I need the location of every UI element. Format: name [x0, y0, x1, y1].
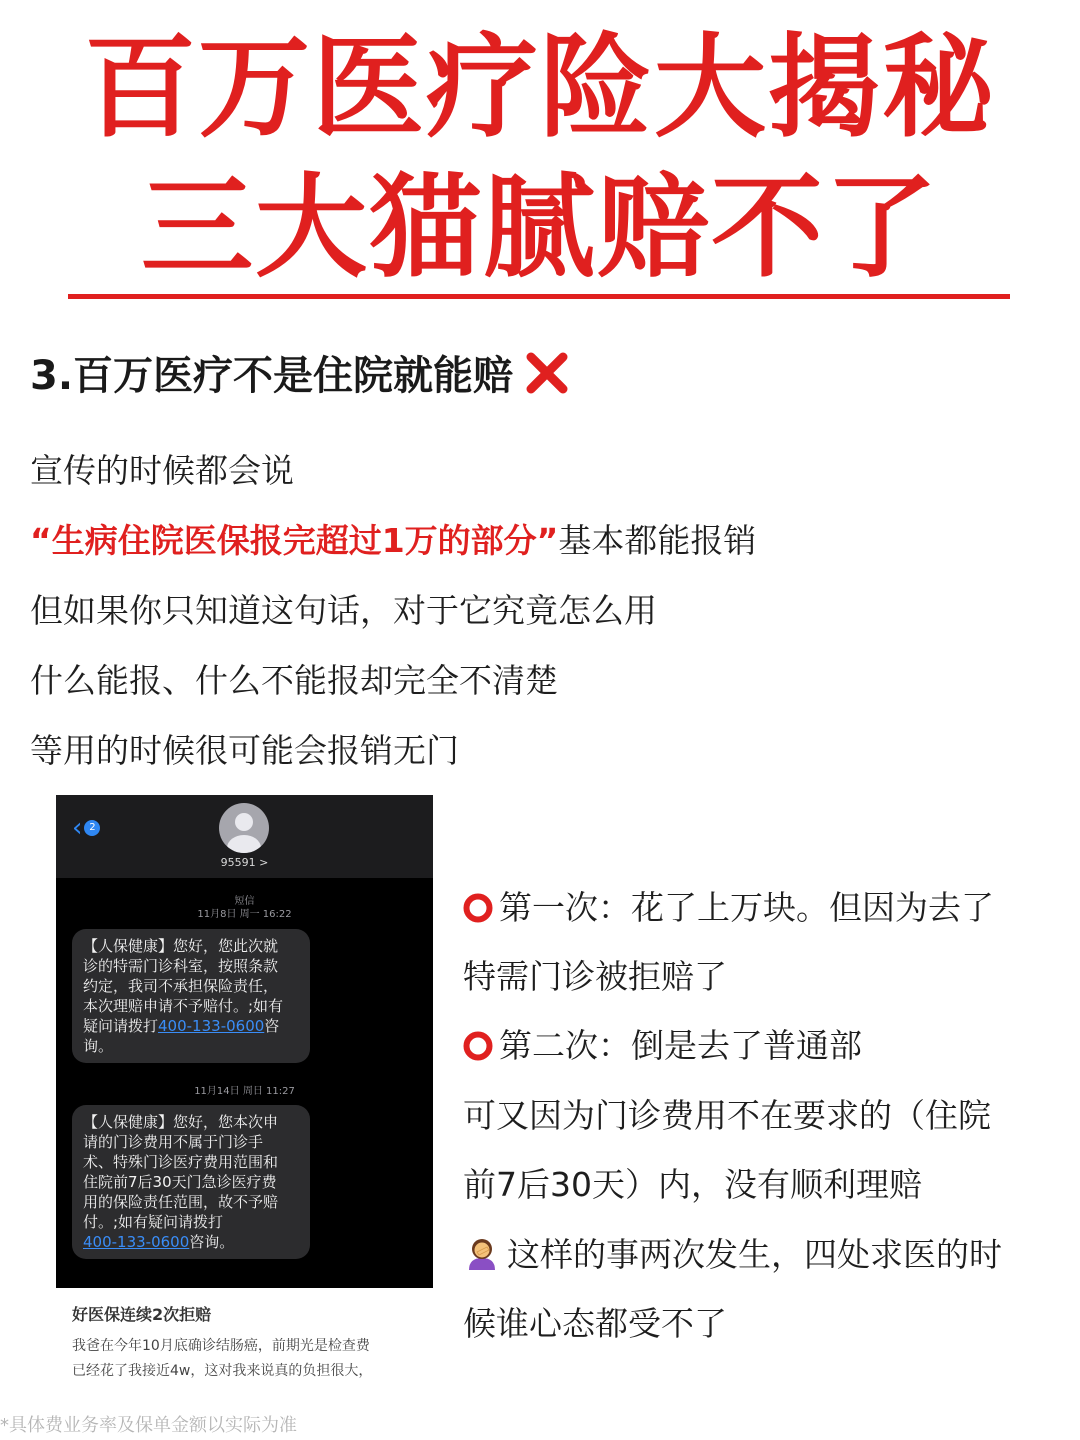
message-line: 诊的特需门诊科室，按照条款 [83, 957, 279, 975]
message-text: 咨询。 [189, 1233, 235, 1251]
sms-label: 短信 [234, 896, 255, 907]
title-line-1: 百万医疗险大揭秘 [84, 23, 996, 153]
contact-number[interactable]: 95591 > [220, 856, 269, 869]
right-text: 第二次：倒是去了普通部 [499, 1026, 862, 1065]
section-heading [30, 344, 573, 401]
sms-screenshot [56, 795, 433, 1288]
person-facepalming-icon [463, 1234, 501, 1272]
right-line-2: 特需门诊被拒赔了 [463, 957, 727, 996]
paragraph-5: 等用的时候很可能会报销无门 [30, 731, 459, 770]
right-line-4: 可又因为门诊费用不在要求的（住院 [463, 1096, 991, 1135]
section-heading-text: 3.百万医疗不是住院就能赔 [30, 353, 514, 399]
unread-badge: 2 [84, 820, 100, 836]
message-line: 付。;如有疑问请拨打 [83, 1213, 224, 1231]
message-line: 请的门诊费用不属于门诊手 [83, 1133, 264, 1151]
right-line-6 [463, 1229, 1002, 1276]
message-line: 【人保健康】您好，您此次就 [83, 937, 279, 955]
message-line: 【人保健康】您好，您本次申 [83, 1113, 279, 1131]
message-line: 约定，我司不承担保险责任， [83, 977, 279, 995]
right-line-1 [463, 882, 994, 929]
paragraph-2 [30, 515, 756, 562]
right-line-3 [463, 1020, 862, 1067]
avatar[interactable] [219, 803, 269, 853]
message-bubble[interactable] [72, 1105, 310, 1259]
message-line: 术、特殊门诊医疗费用范围和 [83, 1153, 279, 1171]
footnote: *具体费业务率及保单金额以实际为准 [0, 1415, 297, 1436]
message-timestamp: 11月14日 周日 11:27 [194, 1086, 295, 1097]
paragraph-2-rest: 基本都能报销 [558, 521, 757, 560]
phone-link[interactable]: 400-133-0600 [83, 1233, 190, 1251]
red-hollow-circle-icon [463, 893, 493, 923]
message-line: 本次理赔申请不予赔付。;如有 [83, 997, 284, 1015]
title-divider [68, 294, 1010, 299]
right-text: 第一次：花了上万块。但因为去了 [499, 888, 994, 927]
person-silhouette-icon [219, 803, 269, 853]
sms-header [56, 795, 433, 878]
right-text: 这样的事两次发生，四处求医的时 [507, 1235, 1002, 1274]
message-timestamp: 11月8日 周一 16:22 [197, 909, 292, 920]
right-line-7: 候谁心态都受不了 [463, 1304, 727, 1343]
message-line: 询。 [83, 1037, 114, 1055]
caption-line-1: 我爸在今年10月底确诊结肠癌，前期光是检查费 [72, 1338, 370, 1354]
back-button[interactable] [72, 815, 100, 841]
message-text: 疑问请拨打 [83, 1017, 159, 1035]
message-line [83, 1232, 299, 1252]
red-hollow-circle-icon [463, 1031, 493, 1061]
red-cross-mark-icon [521, 347, 573, 399]
right-line-5: 前7后30天）内，没有顺利理赔 [463, 1165, 922, 1204]
message-line [83, 1016, 299, 1036]
message-line: 用的保险责任范围，故不予赔 [83, 1193, 279, 1211]
paragraph-1: 宣传的时候都会说 [30, 451, 294, 490]
title-line-2: 三大猫腻赔不了 [141, 163, 939, 293]
message-text: 咨 [264, 1017, 280, 1035]
message-line: 住院前7后30天门急诊医疗费 [83, 1173, 277, 1191]
message-bubble[interactable] [72, 929, 310, 1063]
caption-title: 好医保连续2次拒赔 [72, 1305, 212, 1324]
paragraph-3: 但如果你只知道这句话，对于它究竟怎么用 [30, 591, 657, 630]
caption-line-2: 已经花了我接近4w，这对我来说真的负担很大， [72, 1363, 373, 1379]
paragraph-4: 什么能报、什么不能报却完全不清楚 [30, 661, 558, 700]
chevron-left-icon: ‹ [72, 813, 83, 843]
phone-link[interactable]: 400-133-0600 [158, 1017, 265, 1035]
highlight-quote: “生病住院医保报完超过1万的部分” [30, 521, 559, 560]
